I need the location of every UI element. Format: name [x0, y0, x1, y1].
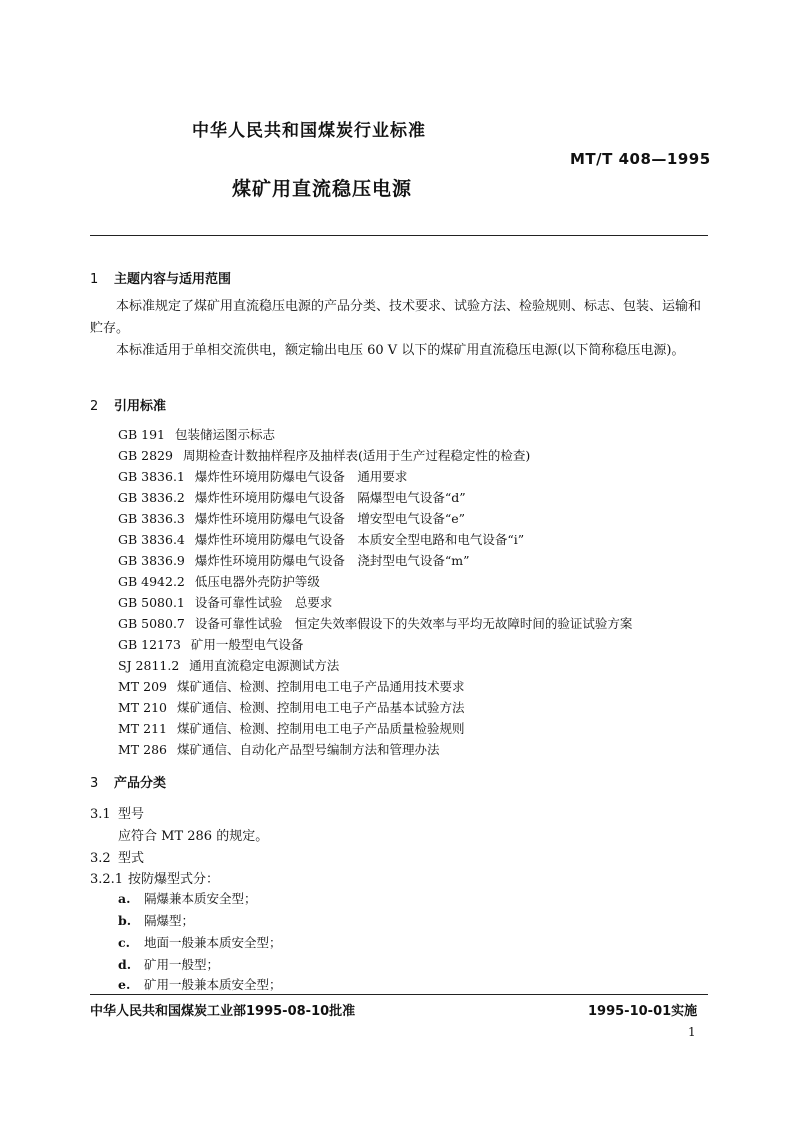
section-1-paragraph-2 — [90, 340, 708, 362]
reference-code: GB 3836.9 — [118, 553, 185, 568]
item-text: 矿用一般型； — [144, 957, 220, 972]
list-item — [118, 955, 219, 973]
reference-item — [118, 635, 303, 653]
reference-code: GB 3836.4 — [118, 532, 185, 547]
reference-code: GB 12173 — [118, 637, 181, 652]
standard-code: MT/T 408—1995 — [570, 150, 711, 168]
reference-item — [118, 740, 439, 758]
paragraph-text: 本标准规定了煤矿用直流稳压电源的产品分类、技术要求、试验方法、检验规则、标志、包装、运输和贮存。 — [90, 299, 702, 336]
issuing-body: 中华人民共和国煤炭行业标准 — [192, 121, 426, 141]
section-number: 3 — [90, 776, 99, 791]
reference-code: GB 4942.2 — [118, 574, 185, 589]
reference-code: GB 3836.1 — [118, 469, 185, 484]
item-label: c. — [118, 935, 130, 950]
reference-title: 爆炸性环境用防爆电气设备 隔爆型电气设备“d” — [194, 490, 466, 505]
approval-line: 中华人民共和国煤炭工业部1995-08-10批准 — [90, 1004, 356, 1019]
reference-code: GB 5080.1 — [118, 595, 185, 610]
subsection-number: 3.1 — [90, 807, 111, 822]
reference-code: GB 5080.7 — [118, 616, 185, 631]
footer-divider — [90, 994, 708, 995]
item-label: b. — [118, 913, 132, 928]
reference-item — [118, 530, 524, 548]
reference-title: 包装储运图示标志 — [175, 427, 276, 442]
subsection-number: 3.2 — [90, 851, 111, 866]
reference-title: 爆炸性环境用防爆电气设备 浇封型电气设备“m” — [194, 553, 470, 568]
list-item — [118, 889, 257, 907]
reference-item — [118, 551, 470, 569]
reference-code: GB 3836.3 — [118, 511, 185, 526]
reference-title: 煤矿通信、检测、控制用电工电子产品质量检验规则 — [176, 721, 465, 736]
item-text: 隔爆兼本质安全型； — [144, 891, 257, 906]
subsection-title: 按防爆型式分： — [128, 872, 220, 887]
item-label: a. — [118, 891, 131, 906]
item-text: 隔爆型； — [144, 913, 195, 928]
subsection-3-2-1 — [90, 868, 219, 887]
reference-item — [118, 614, 632, 632]
subsection-number: 3.2.1 — [90, 872, 124, 887]
section-title: 引用标准 — [114, 399, 167, 414]
page-title: 煤矿用直流稳压电源 — [232, 178, 413, 200]
reference-title: 煤矿通信、检测、控制用电工电子产品通用技术要求 — [176, 679, 465, 694]
header-divider — [90, 235, 708, 236]
section-number: 2 — [90, 399, 99, 414]
reference-title: 周期检查计数抽样程序及抽样表(适用于生产过程稳定性的检查) — [182, 448, 531, 463]
reference-code: GB 3836.2 — [118, 490, 185, 505]
reference-item — [118, 593, 332, 611]
list-item — [118, 911, 194, 929]
section-1-paragraph-1 — [90, 296, 708, 340]
subsection-3-1-text: 应符合 MT 286 的规定。 — [118, 829, 269, 844]
reference-code: MT 209 — [118, 679, 167, 694]
reference-item — [118, 509, 465, 527]
reference-title: 通用直流稳定电源测试方法 — [189, 658, 340, 673]
reference-code: MT 210 — [118, 700, 167, 715]
reference-item — [118, 698, 464, 716]
section-title: 产品分类 — [114, 776, 167, 791]
reference-title: 煤矿通信、检测、控制用电工电子产品基本试验方法 — [176, 700, 465, 715]
reference-title: 爆炸性环境用防爆电气设备 增安型电气设备“e” — [194, 511, 466, 526]
reference-code: MT 286 — [118, 742, 167, 757]
section-title: 主题内容与适用范围 — [114, 272, 232, 287]
subsection-title: 型式 — [118, 851, 145, 866]
reference-item — [118, 656, 339, 674]
page-number: 1 — [688, 1025, 696, 1039]
reference-title: 设备可靠性试验 恒定失效率假设下的失效率与平均无故障时间的验证试验方案 — [194, 616, 633, 631]
subsection-3-2 — [90, 847, 144, 866]
reference-code: GB 191 — [118, 427, 166, 442]
reference-item — [118, 572, 320, 590]
section-2-heading — [90, 395, 166, 414]
reference-item — [118, 467, 407, 485]
paragraph-text: 本标准适用于单相交流供电，额定输出电压 60 V 以下的煤矿用直流稳压电源(以下简称稳压电源)。 — [116, 343, 685, 358]
reference-title: 煤矿通信、自动化产品型号编制方法和管理办法 — [176, 742, 440, 757]
reference-title: 爆炸性环境用防爆电气设备 本质安全型电路和电气设备“i” — [194, 532, 525, 547]
reference-item — [118, 677, 464, 695]
reference-code: MT 211 — [118, 721, 167, 736]
item-label: d. — [118, 957, 132, 972]
list-item — [118, 975, 282, 993]
section-1-heading — [90, 268, 231, 287]
effective-date: 1995-10-01实施 — [588, 1004, 698, 1019]
section-3-heading — [90, 772, 166, 791]
list-item — [118, 933, 282, 951]
item-text: 矿用一般兼本质安全型； — [144, 977, 282, 992]
reference-title: 设备可靠性试验 总要求 — [194, 595, 333, 610]
reference-item — [118, 446, 530, 464]
reference-title: 矿用一般型电气设备 — [190, 637, 304, 652]
item-label: e. — [118, 977, 131, 992]
reference-item — [118, 425, 275, 443]
reference-item — [118, 488, 466, 506]
subsection-3-1 — [90, 803, 144, 822]
reference-code: SJ 2811.2 — [118, 658, 180, 673]
reference-title: 爆炸性环境用防爆电气设备 通用要求 — [194, 469, 408, 484]
subsection-title: 型号 — [118, 807, 145, 822]
reference-item — [118, 719, 464, 737]
reference-code: GB 2829 — [118, 448, 173, 463]
reference-title: 低压电器外壳防护等级 — [194, 574, 320, 589]
item-text: 地面一般兼本质安全型； — [144, 935, 282, 950]
section-number: 1 — [90, 272, 99, 287]
